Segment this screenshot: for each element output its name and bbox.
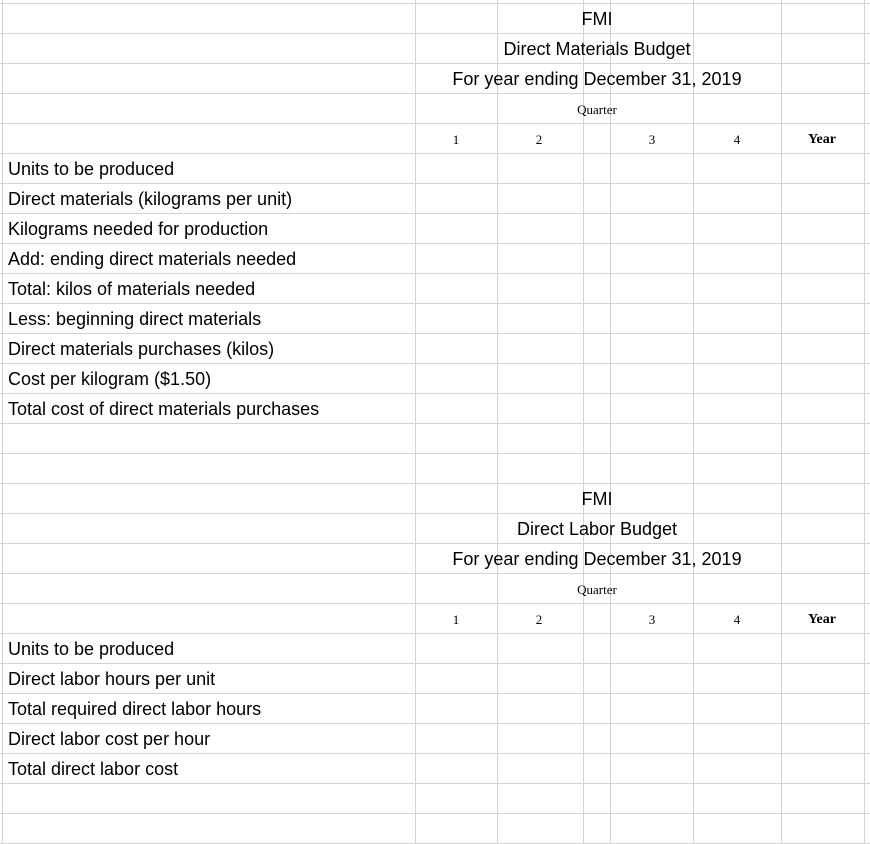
materials-row-label: Direct materials (kilograms per unit) bbox=[8, 189, 293, 209]
labor-row-label: Direct labor hours per unit bbox=[8, 669, 216, 689]
labor-budget-period: For year ending December 31, 2019 bbox=[452, 549, 742, 569]
row-gridline bbox=[0, 3, 870, 4]
labor-row-label: Total required direct labor hours bbox=[8, 699, 262, 719]
row-gridline bbox=[0, 813, 870, 814]
row-gridline bbox=[0, 303, 870, 304]
materials-budget-title: Direct Materials Budget bbox=[503, 39, 691, 59]
materials-company-name: FMI bbox=[581, 9, 613, 29]
column-gridline bbox=[864, 0, 865, 844]
materials-row-label: Kilograms needed for production bbox=[8, 219, 269, 239]
materials-row-label: Cost per kilogram ($1.50) bbox=[8, 369, 212, 389]
materials-column-header: 2 bbox=[535, 132, 543, 147]
row-gridline bbox=[0, 453, 870, 454]
materials-column-header: 3 bbox=[648, 132, 656, 147]
labor-column-header: 2 bbox=[535, 612, 543, 627]
row-gridline bbox=[0, 513, 870, 514]
column-gridline bbox=[2, 0, 3, 844]
materials-row-label: Total: kilos of materials needed bbox=[8, 279, 256, 299]
column-gridline bbox=[497, 0, 498, 844]
column-gridline bbox=[415, 0, 416, 844]
row-gridline bbox=[0, 183, 870, 184]
row-gridline bbox=[0, 333, 870, 334]
row-gridline bbox=[0, 723, 870, 724]
row-gridline bbox=[0, 603, 870, 604]
row-gridline bbox=[0, 483, 870, 484]
row-gridline bbox=[0, 213, 870, 214]
row-gridline bbox=[0, 93, 870, 94]
row-gridline bbox=[0, 423, 870, 424]
labor-budget-title: Direct Labor Budget bbox=[516, 519, 678, 539]
materials-row-label: Less: beginning direct materials bbox=[8, 309, 262, 329]
row-gridline bbox=[0, 273, 870, 274]
row-gridline bbox=[0, 663, 870, 664]
column-gridline bbox=[583, 0, 584, 844]
row-gridline bbox=[0, 753, 870, 754]
labor-row-label: Units to be produced bbox=[8, 639, 175, 659]
materials-row-label: Add: ending direct materials needed bbox=[8, 249, 297, 269]
materials-column-header-year: Year bbox=[808, 132, 836, 147]
materials-row-label: Direct materials purchases (kilos) bbox=[8, 339, 275, 359]
column-gridline bbox=[781, 0, 782, 844]
labor-column-header-year: Year bbox=[808, 612, 836, 627]
row-gridline bbox=[0, 363, 870, 364]
row-gridline bbox=[0, 693, 870, 694]
row-gridline bbox=[0, 633, 870, 634]
row-gridline bbox=[0, 243, 870, 244]
row-gridline bbox=[0, 123, 870, 124]
column-gridline bbox=[610, 0, 611, 844]
labor-company-name: FMI bbox=[581, 489, 613, 509]
row-gridline bbox=[0, 783, 870, 784]
row-gridline bbox=[0, 543, 870, 544]
labor-column-header: 4 bbox=[733, 612, 741, 627]
row-gridline bbox=[0, 63, 870, 64]
materials-quarter-header: Quarter bbox=[577, 102, 617, 117]
row-gridline bbox=[0, 33, 870, 34]
labor-row-label: Direct labor cost per hour bbox=[8, 729, 211, 749]
column-gridline bbox=[693, 0, 694, 844]
row-gridline bbox=[0, 153, 870, 154]
materials-column-header: 4 bbox=[733, 132, 741, 147]
materials-row-label: Units to be produced bbox=[8, 159, 175, 179]
labor-column-header: 1 bbox=[452, 612, 460, 627]
row-gridline bbox=[0, 393, 870, 394]
labor-row-label: Total direct labor cost bbox=[8, 759, 179, 779]
labor-quarter-header: Quarter bbox=[577, 582, 617, 597]
materials-budget-period: For year ending December 31, 2019 bbox=[452, 69, 742, 89]
labor-column-header: 3 bbox=[648, 612, 656, 627]
materials-column-header: 1 bbox=[452, 132, 460, 147]
materials-row-label: Total cost of direct materials purchases bbox=[8, 399, 320, 419]
row-gridline bbox=[0, 573, 870, 574]
